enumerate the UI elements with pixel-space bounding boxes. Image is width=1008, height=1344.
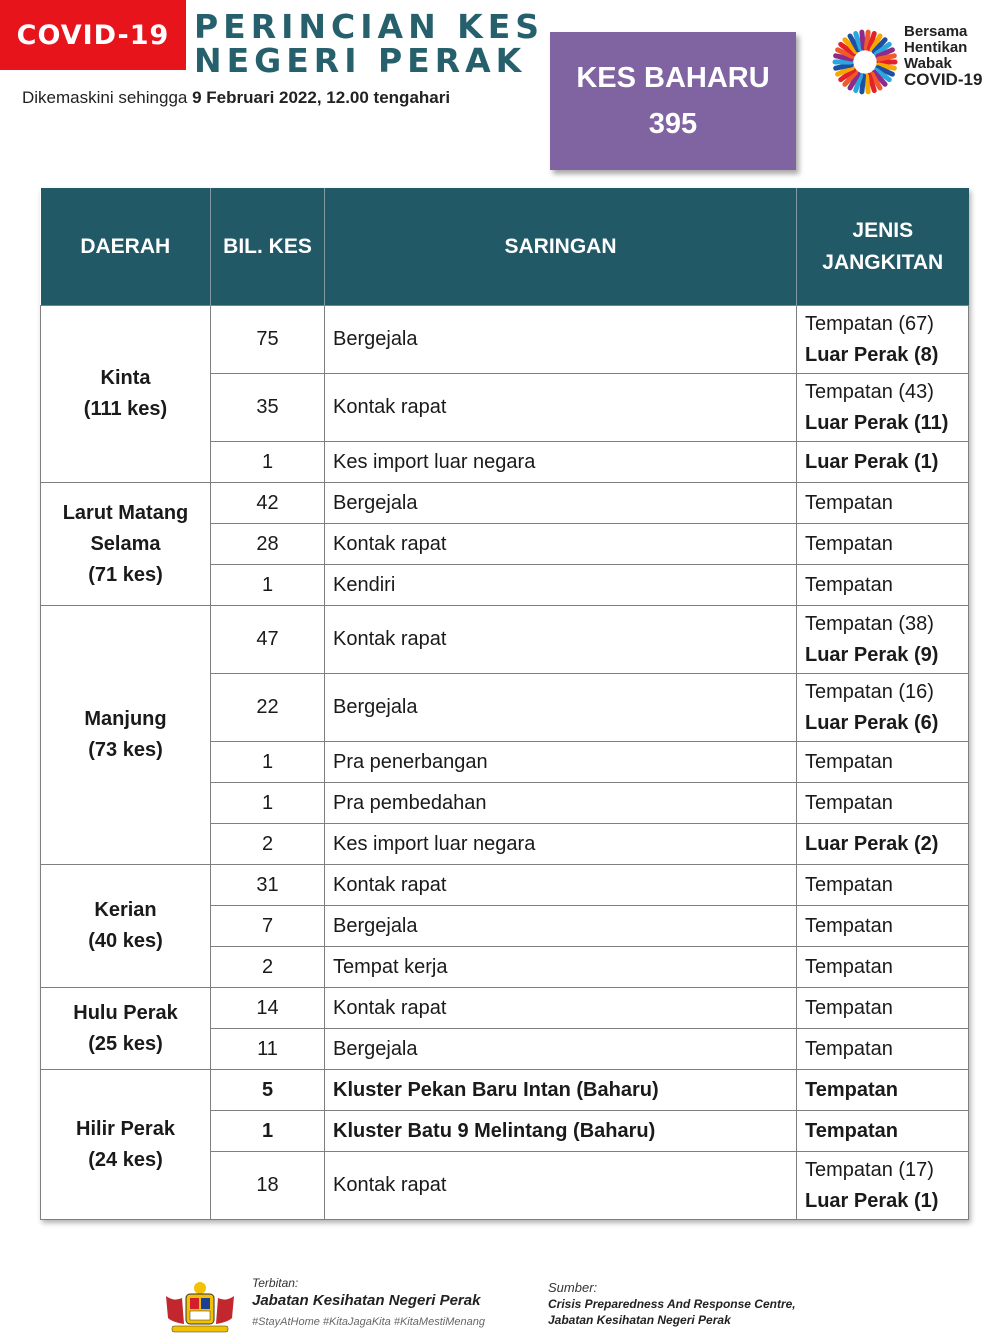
case-count: 14 [211,988,325,1029]
campaign-line-2: Hentikan [904,39,968,56]
infection-type [797,824,969,865]
infection-local: Tempatan [805,491,893,514]
infection-type [797,865,969,906]
hashtags: #StayAtHome #KitaJagaKita #KitaMestiMenang [252,1316,485,1328]
infection-outside: Luar Perak (1) [805,450,939,473]
district-cell [41,483,211,606]
screening-type: Kontak rapat [325,374,797,442]
case-count: 1 [211,565,325,606]
infection-outside: Luar Perak (8) [805,343,939,366]
case-count: 75 [211,306,325,374]
case-count: 2 [211,947,325,988]
campaign-logo [830,22,1000,100]
district-name: Kerian [94,899,157,921]
district-total: (71 kes) [88,563,163,586]
screening-type: Bergejala [325,306,797,374]
source-label: Sumber: [548,1280,598,1295]
header-screening: SARINGAN [325,188,797,306]
case-count: 28 [211,524,325,565]
screening-type: Bergejala [325,674,797,742]
screening-type: Bergejala [325,1029,797,1070]
new-cases-box [550,32,796,170]
infection-type [797,742,969,783]
infection-local: Tempatan [805,873,893,896]
district-name: Selama [90,532,161,555]
screening-type: Kluster Batu 9 Melintang (Baharu) [325,1111,797,1152]
district-name: Larut Matang [62,501,189,524]
header-district: DAERAH [41,188,211,306]
district-cell [41,988,211,1070]
case-count: 18 [211,1152,325,1220]
district-cell [41,865,211,988]
district-name: Hulu Perak [73,1001,178,1024]
infection-outside: Luar Perak (1) [805,1189,939,1212]
title-line-1: PERINCIAN KES [194,7,545,46]
infection-local: Tempatan (67) [805,312,934,335]
infection-type [797,1029,969,1070]
infection-type [797,1152,969,1220]
state-crest-icon [160,1278,240,1336]
sunburst-ray [866,76,868,92]
district-total: (25 kes) [88,1032,163,1055]
table-row [41,306,969,374]
header-infection-line-2: JANGKITAN [822,250,944,274]
case-count: 1 [211,783,325,824]
infection-local: Tempatan [805,1037,893,1060]
district-total: (111 kes) [83,398,168,420]
covid-badge: COVID-19 [0,0,186,70]
table-header-row [41,188,969,306]
publisher-name: Jabatan Kesihatan Negeri Perak [252,1292,481,1309]
infection-local: Tempatan (38) [805,612,934,635]
screening-type: Kontak rapat [325,524,797,565]
campaign-line-1: Bersama [904,23,968,40]
district-name: Manjung [84,708,167,730]
infection-local: Tempatan (16) [805,680,934,703]
district-name: Kinta [100,367,151,389]
district-cell [41,606,211,865]
infection-outside: Luar Perak (6) [805,711,939,734]
new-cases-label: KES BAHARU [576,62,770,94]
updated-date: 9 Februari 2022, 12.00 tengahari [192,88,451,107]
infection-local: Tempatan [805,750,893,773]
case-count: 1 [211,742,325,783]
infection-local: Tempatan [805,914,893,937]
infection-type [797,906,969,947]
infection-local: Tempatan [805,1119,898,1142]
screening-type: Kontak rapat [325,606,797,674]
district-name: Hilir Perak [76,1117,175,1140]
publisher-label: Terbitan: [252,1276,299,1290]
table-row [41,1070,969,1111]
new-cases-value: 395 [648,108,698,140]
screening-type: Kontak rapat [325,865,797,906]
screening-type: Kontak rapat [325,988,797,1029]
screening-type: Kendiri [325,565,797,606]
sunburst-ray [879,56,895,59]
sunburst-icon [830,22,900,100]
district-total: (73 kes) [88,739,163,761]
updated-prefix: Dikemaskini sehingga [22,88,188,107]
infection-local: Tempatan [805,573,893,596]
infection-outside: Luar Perak (9) [805,643,939,666]
case-count: 22 [211,674,325,742]
header-count: BIL. KES [211,188,325,306]
header-infection [797,188,969,306]
district-total: (24 kes) [88,1148,163,1171]
page-title [194,7,545,80]
infection-local: Tempatan [805,532,893,555]
screening-type: Bergejala [325,906,797,947]
infection-outside: Luar Perak (2) [805,832,939,855]
case-count: 47 [211,606,325,674]
district-cell [41,306,211,483]
screening-type: Kes import luar negara [325,824,797,865]
sunburst-ray [862,32,864,48]
case-count: 31 [211,865,325,906]
infection-type [797,565,969,606]
case-count: 1 [211,442,325,483]
infection-type [797,674,969,742]
table-row [41,865,969,906]
case-count: 35 [211,374,325,442]
screening-type: Bergejala [325,483,797,524]
case-table [40,188,969,1220]
campaign-line-3: Wabak [904,55,952,72]
infection-type [797,306,969,374]
screening-type: Kluster Pekan Baru Intan (Baharu) [325,1070,797,1111]
infection-type [797,442,969,483]
source-line-2: Jabatan Kesihatan Negeri Perak [548,1313,731,1327]
screening-type: Pra penerbangan [325,742,797,783]
campaign-line-4: COVID-19 [904,70,983,89]
case-count: 7 [211,906,325,947]
infection-type [797,947,969,988]
infection-type [797,988,969,1029]
screening-type: Tempat kerja [325,947,797,988]
infection-local: Tempatan [805,1078,898,1101]
infection-type [797,783,969,824]
infection-local: Tempatan [805,791,893,814]
screening-type: Kontak rapat [325,1152,797,1220]
infection-local: Tempatan (43) [805,380,934,403]
case-count: 1 [211,1111,325,1152]
infection-type [797,1070,969,1111]
title-line-2: NEGERI PERAK [194,41,527,80]
table-row [41,988,969,1029]
infection-local: Tempatan [805,955,893,978]
header-infection-line-1: JENIS [852,218,914,242]
district-cell [41,1070,211,1220]
screening-type: Pra pembedahan [325,783,797,824]
case-count: 2 [211,824,325,865]
infection-type [797,483,969,524]
infection-outside: Luar Perak (11) [805,411,949,434]
table-row [41,483,969,524]
infection-type [797,1111,969,1152]
district-total: (40 kes) [88,930,163,952]
infection-type [797,374,969,442]
case-count: 5 [211,1070,325,1111]
case-count: 42 [211,483,325,524]
updated-note [22,88,450,108]
source-line-1: Crisis Preparedness And Response Centre, [548,1297,796,1311]
case-count: 11 [211,1029,325,1070]
infection-type [797,606,969,674]
table-row [41,606,969,674]
sunburst-ray [836,65,852,68]
screening-type: Kes import luar negara [325,442,797,483]
infection-local: Tempatan [805,996,893,1019]
infection-local: Tempatan (17) [805,1158,934,1181]
infection-type [797,524,969,565]
